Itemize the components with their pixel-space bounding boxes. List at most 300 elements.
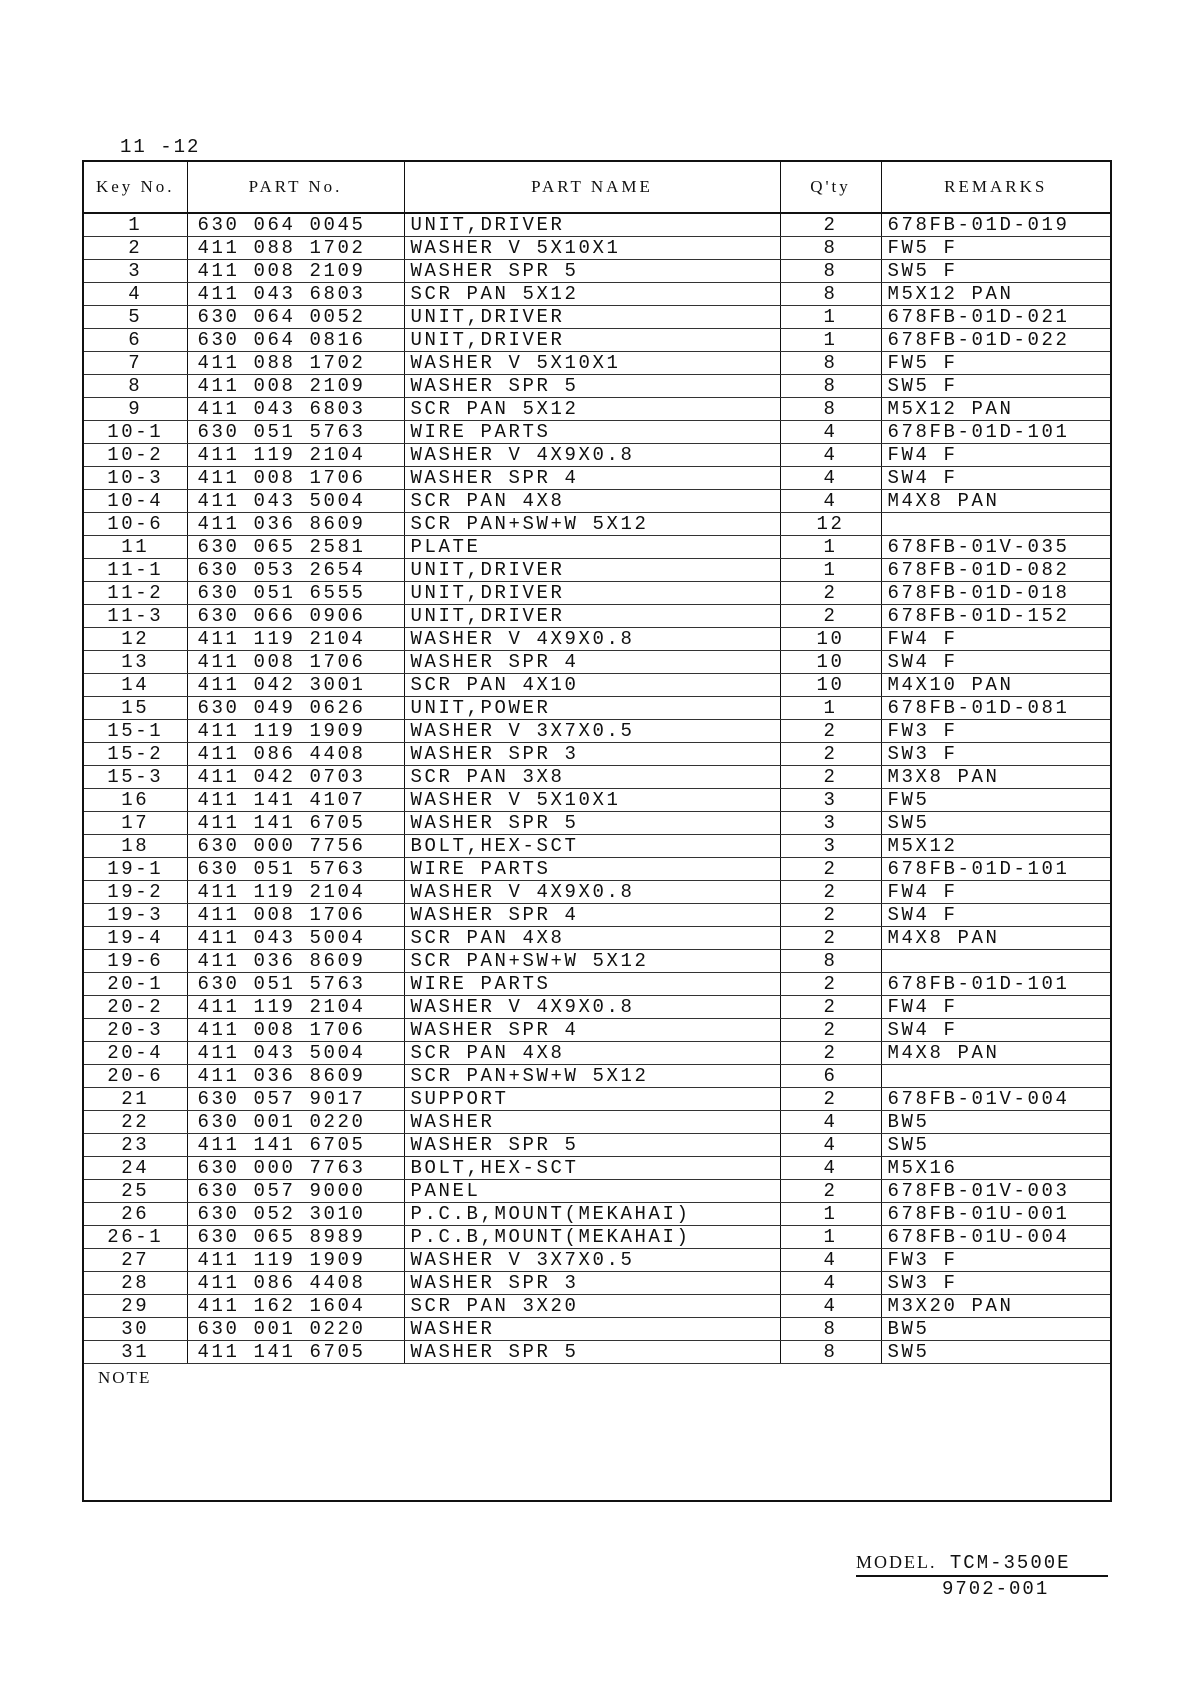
cell-key-no: 7 <box>84 352 187 375</box>
cell-key-no: 23 <box>84 1134 187 1157</box>
cell-key-no: 3 <box>84 260 187 283</box>
cell-part-name: WASHER V 4X9X0.8 <box>404 444 780 467</box>
cell-part-name: WASHER SPR 5 <box>404 812 780 835</box>
cell-part-no: 411 042 0703 <box>187 766 404 789</box>
cell-part-name: UNIT,DRIVER <box>404 559 780 582</box>
cell-part-name: WASHER V 4X9X0.8 <box>404 881 780 904</box>
table-row <box>84 467 1110 490</box>
cell-part-no: 630 000 7763 <box>187 1157 404 1180</box>
table-row <box>84 1065 1110 1088</box>
cell-remarks: 678FB-01D-082 <box>881 559 1110 582</box>
cell-part-name: UNIT,DRIVER <box>404 605 780 628</box>
cell-part-name: UNIT,DRIVER <box>404 582 780 605</box>
cell-remarks <box>881 950 1110 973</box>
cell-part-name: SCR PAN 4X8 <box>404 927 780 950</box>
cell-qty: 4 <box>780 490 881 513</box>
cell-part-no: 630 053 2654 <box>187 559 404 582</box>
cell-part-name: WASHER SPR 4 <box>404 651 780 674</box>
cell-key-no: 20-1 <box>84 973 187 996</box>
cell-part-no: 411 043 5004 <box>187 927 404 950</box>
cell-key-no: 10-6 <box>84 513 187 536</box>
cell-key-no: 19-3 <box>84 904 187 927</box>
table-row <box>84 559 1110 582</box>
cell-part-no: 630 065 8989 <box>187 1226 404 1249</box>
cell-remarks: SW3 F <box>881 1272 1110 1295</box>
cell-part-name: BOLT,HEX-SCT <box>404 1157 780 1180</box>
cell-key-no: 9 <box>84 398 187 421</box>
table-row <box>84 1272 1110 1295</box>
cell-remarks: 678FB-01D-022 <box>881 329 1110 352</box>
cell-qty: 8 <box>780 237 881 260</box>
cell-key-no: 28 <box>84 1272 187 1295</box>
cell-qty: 4 <box>780 1295 881 1318</box>
cell-key-no: 15-3 <box>84 766 187 789</box>
table-row <box>84 1157 1110 1180</box>
cell-qty: 8 <box>780 352 881 375</box>
cell-remarks: 678FB-01U-004 <box>881 1226 1110 1249</box>
header-key-no: Key No. <box>84 162 187 213</box>
cell-qty: 8 <box>780 283 881 306</box>
model-line <box>856 1552 1108 1577</box>
cell-part-no: 411 008 1706 <box>187 1019 404 1042</box>
cell-qty: 2 <box>780 743 881 766</box>
table-row <box>84 536 1110 559</box>
page-reference: 11 -12 <box>120 136 201 158</box>
cell-part-no: 411 141 6705 <box>187 812 404 835</box>
cell-qty: 8 <box>780 1341 881 1364</box>
cell-remarks: M5X16 <box>881 1157 1110 1180</box>
cell-part-no: 411 119 1909 <box>187 720 404 743</box>
cell-remarks: M4X8 PAN <box>881 1042 1110 1065</box>
cell-key-no: 15 <box>84 697 187 720</box>
cell-key-no: 10-2 <box>84 444 187 467</box>
cell-key-no: 10-1 <box>84 421 187 444</box>
cell-part-name: SCR PAN 5X12 <box>404 283 780 306</box>
cell-part-no: 411 162 1604 <box>187 1295 404 1318</box>
table-row <box>84 881 1110 904</box>
cell-part-name: SCR PAN 3X20 <box>404 1295 780 1318</box>
cell-part-name: SCR PAN 5X12 <box>404 398 780 421</box>
cell-qty: 6 <box>780 1065 881 1088</box>
cell-key-no: 11 <box>84 536 187 559</box>
cell-part-no: 630 057 9017 <box>187 1088 404 1111</box>
document-number: 9702-001 <box>942 1578 1050 1600</box>
cell-key-no: 19-2 <box>84 881 187 904</box>
cell-part-no: 411 088 1702 <box>187 237 404 260</box>
cell-part-name: P.C.B,MOUNT(MEKAHAI) <box>404 1203 780 1226</box>
cell-part-name: WIRE PARTS <box>404 858 780 881</box>
table-row <box>84 950 1110 973</box>
cell-key-no: 18 <box>84 835 187 858</box>
cell-remarks: FW4 F <box>881 444 1110 467</box>
cell-key-no: 6 <box>84 329 187 352</box>
note-box <box>84 1364 1110 1500</box>
cell-remarks: 678FB-01V-003 <box>881 1180 1110 1203</box>
cell-part-name: SCR PAN+SW+W 5X12 <box>404 950 780 973</box>
cell-part-no: 411 036 8609 <box>187 1065 404 1088</box>
table-row <box>84 1111 1110 1134</box>
table-row <box>84 1019 1110 1042</box>
table-body <box>84 213 1110 1364</box>
cell-qty: 2 <box>780 881 881 904</box>
cell-qty: 2 <box>780 766 881 789</box>
table-row <box>84 1249 1110 1272</box>
cell-part-name: WASHER V 3X7X0.5 <box>404 1249 780 1272</box>
cell-remarks: M5X12 <box>881 835 1110 858</box>
header-remarks: REMARKS <box>881 162 1110 213</box>
cell-part-name: WASHER V 5X10X1 <box>404 352 780 375</box>
cell-qty: 10 <box>780 651 881 674</box>
cell-part-no: 630 051 6555 <box>187 582 404 605</box>
cell-part-no: 630 052 3010 <box>187 1203 404 1226</box>
cell-qty: 2 <box>780 904 881 927</box>
cell-remarks: 678FB-01D-101 <box>881 973 1110 996</box>
cell-key-no: 26 <box>84 1203 187 1226</box>
cell-part-no: 411 042 3001 <box>187 674 404 697</box>
cell-part-no: 630 057 9000 <box>187 1180 404 1203</box>
cell-part-no: 630 064 0816 <box>187 329 404 352</box>
cell-remarks: BW5 <box>881 1111 1110 1134</box>
cell-remarks: M4X8 PAN <box>881 927 1110 950</box>
cell-qty: 4 <box>780 1157 881 1180</box>
cell-part-no: 630 051 5763 <box>187 858 404 881</box>
table-row <box>84 927 1110 950</box>
cell-key-no: 27 <box>84 1249 187 1272</box>
cell-part-name: UNIT,POWER <box>404 697 780 720</box>
cell-qty: 1 <box>780 536 881 559</box>
cell-part-name: WASHER <box>404 1318 780 1341</box>
table-row <box>84 651 1110 674</box>
cell-key-no: 11-3 <box>84 605 187 628</box>
cell-part-name: PLATE <box>404 536 780 559</box>
cell-part-no: 411 141 6705 <box>187 1134 404 1157</box>
cell-key-no: 5 <box>84 306 187 329</box>
model-label: MODEL. <box>856 1552 937 1572</box>
note-label: NOTE <box>98 1368 152 1387</box>
cell-qty: 4 <box>780 1272 881 1295</box>
table-row <box>84 674 1110 697</box>
cell-qty: 4 <box>780 1134 881 1157</box>
cell-part-no: 630 065 2581 <box>187 536 404 559</box>
cell-remarks: FW4 F <box>881 996 1110 1019</box>
cell-key-no: 20-4 <box>84 1042 187 1065</box>
cell-key-no: 10-3 <box>84 467 187 490</box>
table-row <box>84 329 1110 352</box>
cell-qty: 2 <box>780 858 881 881</box>
cell-remarks: FW3 F <box>881 1249 1110 1272</box>
cell-part-name: WIRE PARTS <box>404 421 780 444</box>
cell-key-no: 22 <box>84 1111 187 1134</box>
cell-qty: 1 <box>780 329 881 352</box>
cell-part-no: 411 043 6803 <box>187 283 404 306</box>
cell-qty: 2 <box>780 582 881 605</box>
cell-part-no: 411 043 5004 <box>187 1042 404 1065</box>
cell-key-no: 14 <box>84 674 187 697</box>
cell-part-name: SCR PAN 4X8 <box>404 1042 780 1065</box>
cell-part-no: 411 088 1702 <box>187 352 404 375</box>
cell-qty: 4 <box>780 1111 881 1134</box>
table-row <box>84 812 1110 835</box>
cell-part-name: WASHER V 5X10X1 <box>404 237 780 260</box>
cell-qty: 2 <box>780 605 881 628</box>
cell-part-no: 411 043 5004 <box>187 490 404 513</box>
cell-key-no: 20-2 <box>84 996 187 1019</box>
table-row <box>84 513 1110 536</box>
cell-remarks: SW3 F <box>881 743 1110 766</box>
cell-remarks <box>881 513 1110 536</box>
cell-remarks: SW5 <box>881 1341 1110 1364</box>
table-row <box>84 697 1110 720</box>
cell-qty: 1 <box>780 1203 881 1226</box>
cell-remarks: 678FB-01V-004 <box>881 1088 1110 1111</box>
cell-qty: 1 <box>780 559 881 582</box>
cell-qty: 2 <box>780 720 881 743</box>
cell-part-name: UNIT,DRIVER <box>404 329 780 352</box>
header-qty: Q'ty <box>780 162 881 213</box>
cell-key-no: 15-2 <box>84 743 187 766</box>
cell-part-no: 411 008 1706 <box>187 467 404 490</box>
cell-remarks: M4X8 PAN <box>881 490 1110 513</box>
cell-part-no: 411 043 6803 <box>187 398 404 421</box>
cell-qty: 10 <box>780 674 881 697</box>
cell-key-no: 20-3 <box>84 1019 187 1042</box>
cell-part-name: P.C.B,MOUNT(MEKAHAI) <box>404 1226 780 1249</box>
header-part-no: PART No. <box>187 162 404 213</box>
table-row <box>84 1318 1110 1341</box>
cell-key-no: 1 <box>84 213 187 237</box>
cell-remarks: 678FB-01U-001 <box>881 1203 1110 1226</box>
cell-key-no: 2 <box>84 237 187 260</box>
cell-qty: 3 <box>780 812 881 835</box>
cell-key-no: 25 <box>84 1180 187 1203</box>
cell-part-name: SCR PAN 4X8 <box>404 490 780 513</box>
cell-qty: 2 <box>780 213 881 237</box>
cell-part-name: WASHER V 4X9X0.8 <box>404 996 780 1019</box>
cell-remarks: FW4 F <box>881 881 1110 904</box>
cell-qty: 2 <box>780 1088 881 1111</box>
cell-remarks: 678FB-01D-021 <box>881 306 1110 329</box>
table-row <box>84 398 1110 421</box>
cell-part-no: 630 049 0626 <box>187 697 404 720</box>
cell-part-name: WASHER SPR 5 <box>404 260 780 283</box>
cell-part-name: WASHER SPR 5 <box>404 1134 780 1157</box>
cell-part-name: SCR PAN+SW+W 5X12 <box>404 513 780 536</box>
cell-qty: 4 <box>780 444 881 467</box>
table-row <box>84 306 1110 329</box>
cell-qty: 2 <box>780 927 881 950</box>
cell-remarks: 678FB-01D-152 <box>881 605 1110 628</box>
cell-remarks: M3X20 PAN <box>881 1295 1110 1318</box>
cell-qty: 4 <box>780 467 881 490</box>
table-row <box>84 1042 1110 1065</box>
table-row <box>84 1203 1110 1226</box>
table-row <box>84 996 1110 1019</box>
cell-part-name: WASHER V 5X10X1 <box>404 789 780 812</box>
cell-part-no: 411 119 2104 <box>187 881 404 904</box>
cell-part-no: 411 141 4107 <box>187 789 404 812</box>
cell-part-no: 411 008 2109 <box>187 375 404 398</box>
cell-key-no: 19-1 <box>84 858 187 881</box>
cell-part-no: 411 008 2109 <box>187 260 404 283</box>
table-header <box>84 162 1110 213</box>
cell-remarks: M5X12 PAN <box>881 398 1110 421</box>
cell-key-no: 30 <box>84 1318 187 1341</box>
cell-part-name: WASHER SPR 5 <box>404 1341 780 1364</box>
cell-qty: 8 <box>780 375 881 398</box>
parts-list <box>82 160 1112 1502</box>
table-row <box>84 973 1110 996</box>
table-row <box>84 1341 1110 1364</box>
cell-key-no: 29 <box>84 1295 187 1318</box>
cell-key-no: 8 <box>84 375 187 398</box>
cell-remarks: BW5 <box>881 1318 1110 1341</box>
cell-part-no: 630 051 5763 <box>187 421 404 444</box>
cell-part-name: WASHER V 4X9X0.8 <box>404 628 780 651</box>
cell-part-name: WASHER SPR 5 <box>404 375 780 398</box>
table-row <box>84 1134 1110 1157</box>
table-row <box>84 352 1110 375</box>
cell-key-no: 11-2 <box>84 582 187 605</box>
cell-part-name: PANEL <box>404 1180 780 1203</box>
cell-part-no: 630 064 0045 <box>187 213 404 237</box>
cell-key-no: 20-6 <box>84 1065 187 1088</box>
cell-part-no: 630 000 7756 <box>187 835 404 858</box>
cell-remarks: 678FB-01V-035 <box>881 536 1110 559</box>
cell-remarks: FW5 <box>881 789 1110 812</box>
cell-part-name: UNIT,DRIVER <box>404 306 780 329</box>
cell-remarks: SW5 <box>881 1134 1110 1157</box>
table-row <box>84 444 1110 467</box>
cell-part-name: SUPPORT <box>404 1088 780 1111</box>
cell-part-no: 630 064 0052 <box>187 306 404 329</box>
table-row <box>84 1226 1110 1249</box>
cell-part-name: WASHER SPR 4 <box>404 467 780 490</box>
cell-remarks <box>881 1065 1110 1088</box>
cell-part-name: WASHER SPR 4 <box>404 1019 780 1042</box>
model-number: TCM-3500E <box>949 1552 1071 1574</box>
cell-remarks: FW3 F <box>881 720 1110 743</box>
cell-qty: 1 <box>780 697 881 720</box>
table-row <box>84 720 1110 743</box>
cell-part-no: 411 141 6705 <box>187 1341 404 1364</box>
cell-qty: 2 <box>780 1042 881 1065</box>
cell-key-no: 17 <box>84 812 187 835</box>
cell-remarks: M3X8 PAN <box>881 766 1110 789</box>
cell-key-no: 12 <box>84 628 187 651</box>
cell-qty: 8 <box>780 950 881 973</box>
table-row <box>84 858 1110 881</box>
cell-qty: 8 <box>780 398 881 421</box>
table-row <box>84 789 1110 812</box>
cell-remarks: SW4 F <box>881 651 1110 674</box>
cell-remarks: M5X12 PAN <box>881 283 1110 306</box>
cell-key-no: 11-1 <box>84 559 187 582</box>
cell-remarks: 678FB-01D-019 <box>881 213 1110 237</box>
cell-part-no: 411 036 8609 <box>187 513 404 536</box>
table-row <box>84 421 1110 444</box>
cell-remarks: FW5 F <box>881 352 1110 375</box>
cell-key-no: 15-1 <box>84 720 187 743</box>
cell-remarks: M4X10 PAN <box>881 674 1110 697</box>
cell-part-name: WASHER <box>404 1111 780 1134</box>
cell-part-name: SCR PAN+SW+W 5X12 <box>404 1065 780 1088</box>
table-row <box>84 766 1110 789</box>
cell-qty: 2 <box>780 973 881 996</box>
cell-qty: 10 <box>780 628 881 651</box>
table-row <box>84 1295 1110 1318</box>
cell-qty: 8 <box>780 260 881 283</box>
cell-part-name: WIRE PARTS <box>404 973 780 996</box>
cell-part-no: 411 086 4408 <box>187 743 404 766</box>
cell-qty: 3 <box>780 789 881 812</box>
table-row <box>84 628 1110 651</box>
cell-qty: 4 <box>780 421 881 444</box>
cell-part-name: UNIT,DRIVER <box>404 213 780 237</box>
cell-remarks: FW5 F <box>881 237 1110 260</box>
table-row <box>84 213 1110 237</box>
table-row <box>84 743 1110 766</box>
cell-key-no: 26-1 <box>84 1226 187 1249</box>
cell-key-no: 4 <box>84 283 187 306</box>
cell-key-no: 31 <box>84 1341 187 1364</box>
cell-key-no: 10-4 <box>84 490 187 513</box>
cell-key-no: 13 <box>84 651 187 674</box>
cell-part-no: 630 001 0220 <box>187 1318 404 1341</box>
cell-remarks: SW4 F <box>881 1019 1110 1042</box>
cell-part-no: 411 119 1909 <box>187 1249 404 1272</box>
cell-part-no: 411 119 2104 <box>187 996 404 1019</box>
cell-key-no: 24 <box>84 1157 187 1180</box>
cell-qty: 1 <box>780 1226 881 1249</box>
cell-remarks: SW5 <box>881 812 1110 835</box>
cell-part-no: 411 008 1706 <box>187 904 404 927</box>
table-row <box>84 237 1110 260</box>
table-row <box>84 1180 1110 1203</box>
cell-key-no: 19-6 <box>84 950 187 973</box>
cell-part-name: WASHER V 3X7X0.5 <box>404 720 780 743</box>
table-row <box>84 283 1110 306</box>
table-row <box>84 605 1110 628</box>
cell-key-no: 21 <box>84 1088 187 1111</box>
cell-part-no: 411 086 4408 <box>187 1272 404 1295</box>
cell-part-no: 630 001 0220 <box>187 1111 404 1134</box>
cell-remarks: SW5 F <box>881 260 1110 283</box>
cell-part-name: SCR PAN 4X10 <box>404 674 780 697</box>
cell-key-no: 16 <box>84 789 187 812</box>
cell-remarks: FW4 F <box>881 628 1110 651</box>
table-row <box>84 375 1110 398</box>
cell-part-no: 411 119 2104 <box>187 628 404 651</box>
header-part-name: PART NAME <box>404 162 780 213</box>
cell-remarks: 678FB-01D-018 <box>881 582 1110 605</box>
table-row <box>84 260 1110 283</box>
cell-remarks: 678FB-01D-081 <box>881 697 1110 720</box>
cell-remarks: 678FB-01D-101 <box>881 421 1110 444</box>
cell-remarks: SW4 F <box>881 904 1110 927</box>
cell-qty: 8 <box>780 1318 881 1341</box>
cell-part-no: 411 119 2104 <box>187 444 404 467</box>
table-row <box>84 835 1110 858</box>
cell-remarks: 678FB-01D-101 <box>881 858 1110 881</box>
cell-qty: 4 <box>780 1249 881 1272</box>
cell-qty: 1 <box>780 306 881 329</box>
cell-part-name: BOLT,HEX-SCT <box>404 835 780 858</box>
cell-remarks: SW5 F <box>881 375 1110 398</box>
cell-part-name: SCR PAN 3X8 <box>404 766 780 789</box>
cell-qty: 2 <box>780 1019 881 1042</box>
cell-qty: 2 <box>780 996 881 1019</box>
table-row <box>84 582 1110 605</box>
